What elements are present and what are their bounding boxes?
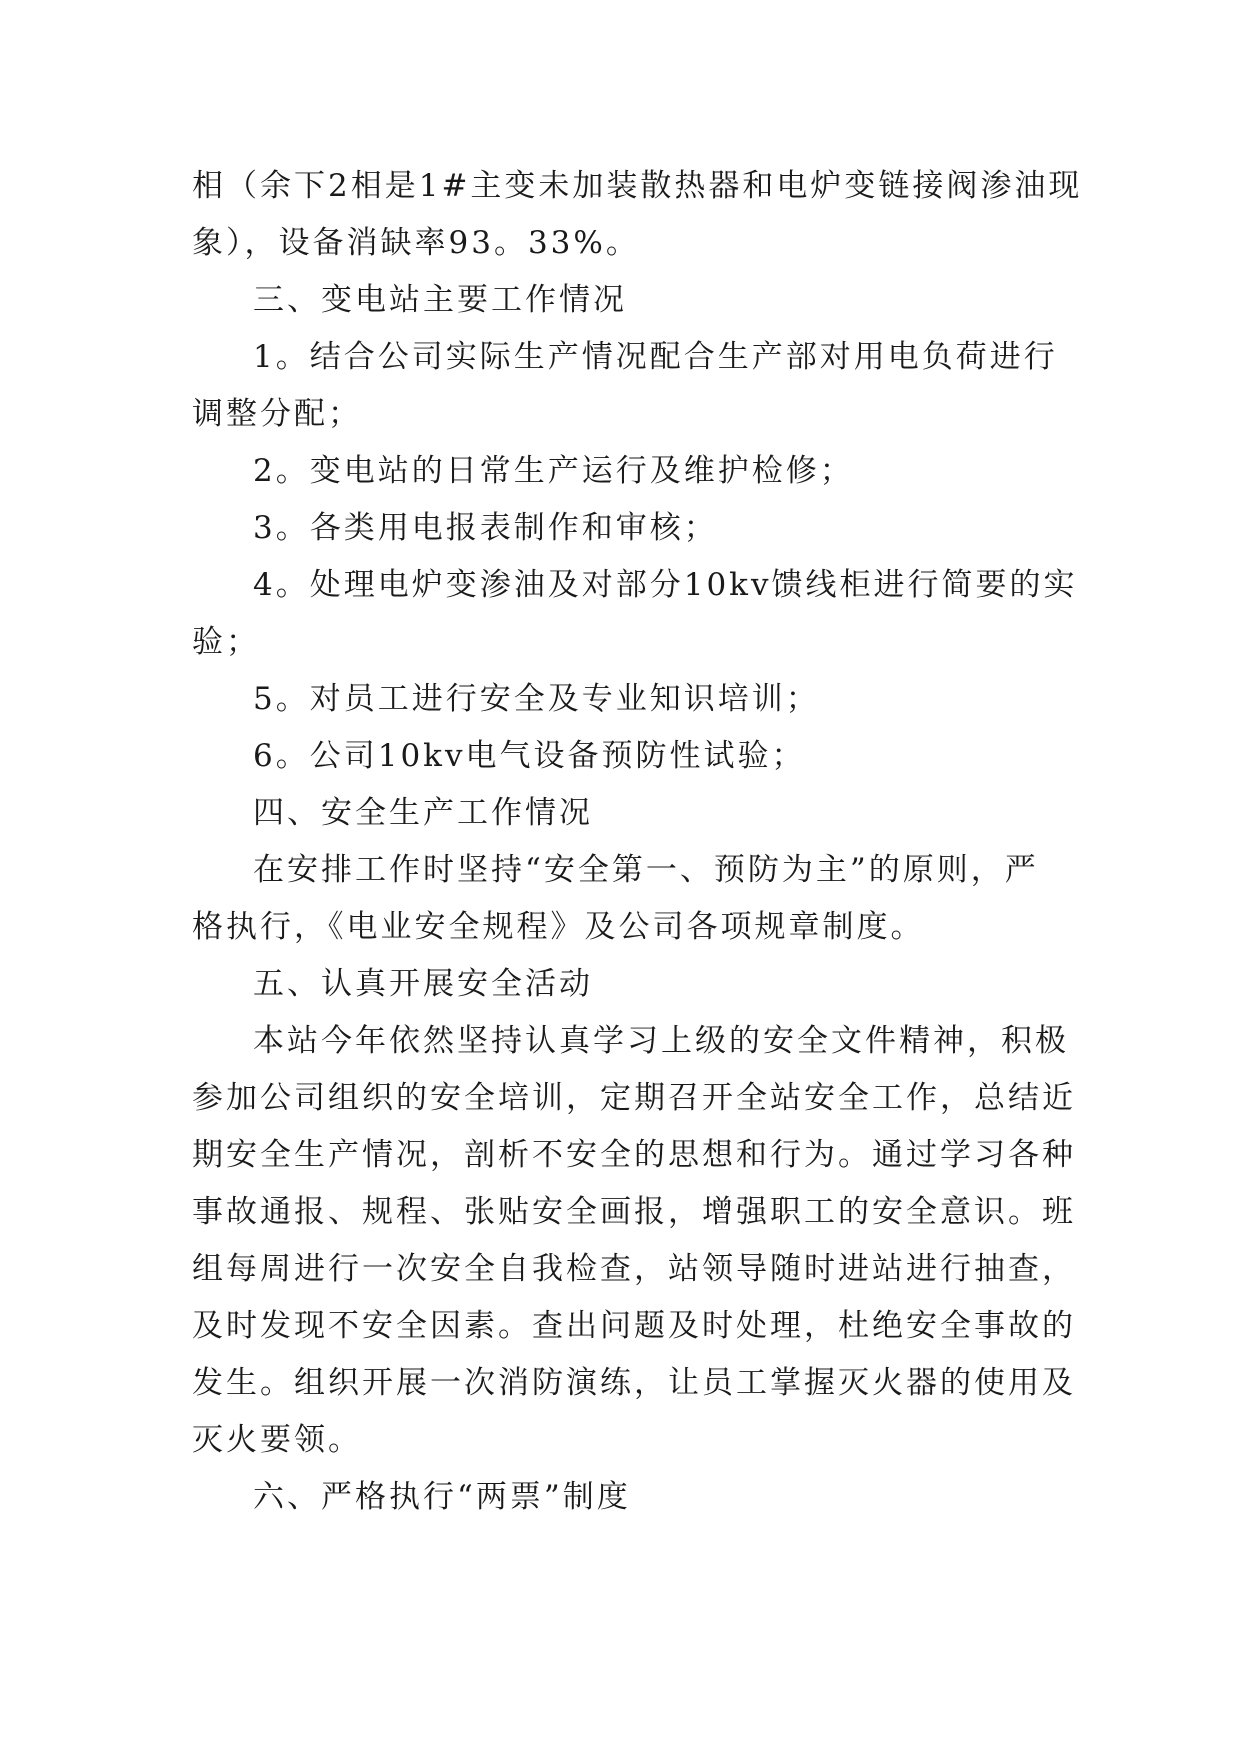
list-item: 5。对员工进行安全及专业知识培训；: [253, 681, 820, 717]
text-line: 发生。组织开展一次消防演练，让员工掌握灭火器的使用及: [192, 1365, 1076, 1401]
text-line: 期安全生产情况，剖析不安全的思想和行为。通过学习各种: [192, 1137, 1076, 1173]
list-item: 2。变电站的日常生产运行及维护检修；: [253, 453, 854, 489]
text-line: 调整分配；: [192, 396, 362, 432]
list-item: 3。各类用电报表制作和审核；: [253, 510, 718, 546]
list-item: 6。公司10kv电气设备预防性试验；: [253, 738, 806, 774]
section-heading: 三、变电站主要工作情况: [253, 282, 627, 318]
paragraph-line: 在安排工作时坚持“安全第一、预防为主”的原则，严: [253, 852, 1039, 888]
text-line: 验；: [192, 624, 260, 660]
list-item: 4。处理电炉变渗油及对部分10kv馈线柜进行简要的实: [253, 567, 1078, 603]
text-line: 灭火要领。: [192, 1422, 362, 1458]
text-line: 参加公司组织的安全培训，定期召开全站安全工作，总结近: [192, 1080, 1076, 1116]
paragraph-line: 本站今年依然坚持认真学习上级的安全文件精神，积极: [253, 1023, 1069, 1059]
text-line: 象），设备消缺率93。33%。: [192, 225, 640, 261]
section-heading: 六、严格执行“两票”制度: [253, 1479, 631, 1515]
section-heading: 五、认真开展安全活动: [253, 966, 593, 1002]
text-line: 事故通报、规程、张贴安全画报，增强职工的安全意识。班: [192, 1194, 1076, 1230]
list-item: 1。结合公司实际生产情况配合生产部对用电负荷进行: [253, 339, 1058, 375]
text-line: 相（余下2相是1#主变未加装散热器和电炉变链接阀渗油现: [192, 168, 1083, 204]
text-line: 及时发现不安全因素。查出问题及时处理，杜绝安全事故的: [192, 1308, 1076, 1344]
text-line: 格执行，《电业安全规程》及公司各项规章制度。: [192, 909, 925, 945]
section-heading: 四、安全生产工作情况: [253, 795, 593, 831]
text-line: 组每周进行一次安全自我检查，站领导随时进站进行抽查，: [192, 1251, 1076, 1287]
